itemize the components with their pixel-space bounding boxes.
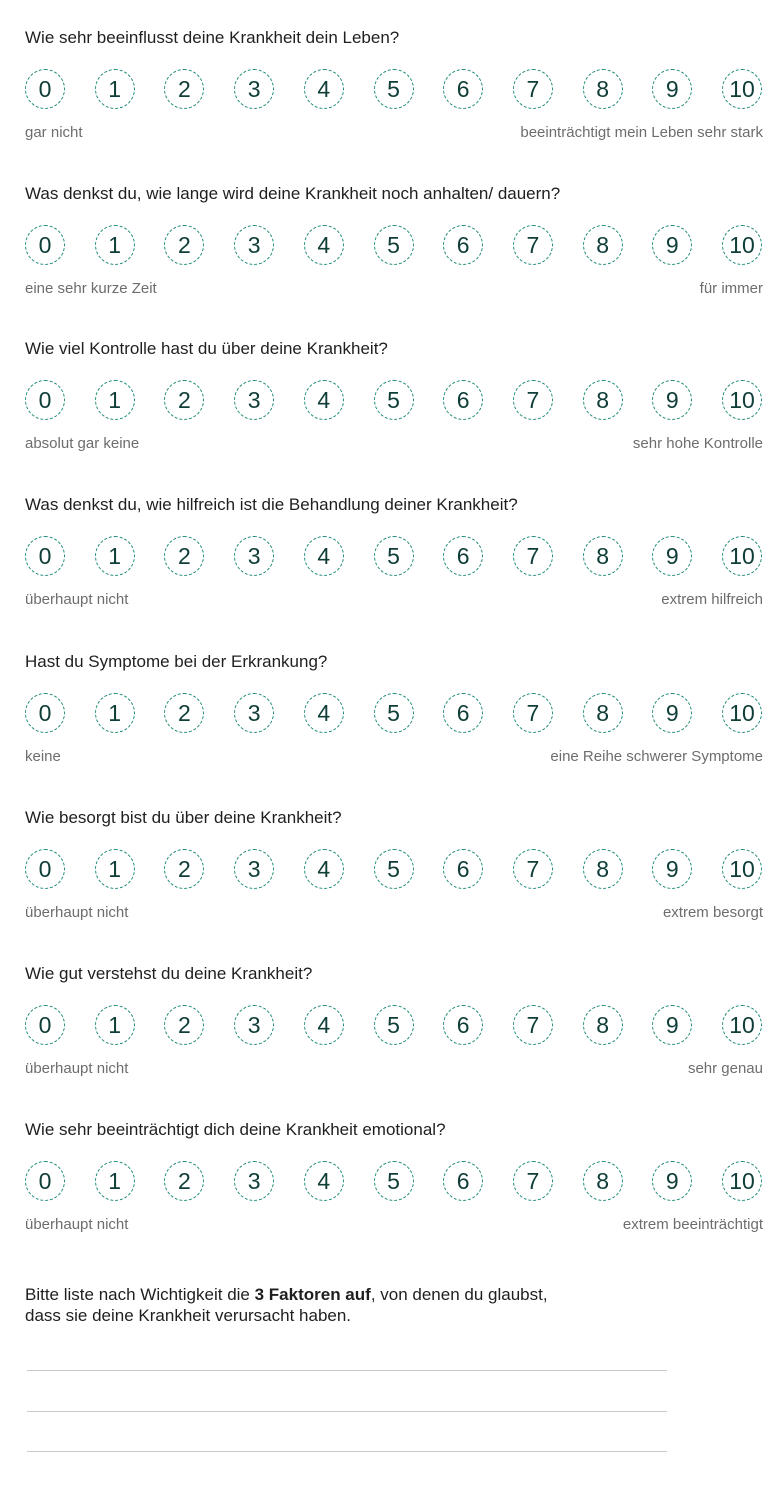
rating-option-10[interactable]: 10 — [722, 693, 762, 733]
rating-option-7[interactable]: 7 — [513, 380, 553, 420]
rating-option-0[interactable]: 0 — [25, 380, 65, 420]
rating-option-4[interactable]: 4 — [304, 69, 344, 109]
question-text: Wie gut verstehst du deine Krankheit? — [25, 964, 313, 983]
rating-option-9[interactable]: 9 — [652, 1005, 692, 1045]
rating-option-8[interactable]: 8 — [583, 536, 623, 576]
question-block — [0, 167, 781, 317]
rating-option-1[interactable]: 1 — [95, 1161, 135, 1201]
rating-scale — [25, 1005, 765, 1047]
rating-option-7[interactable]: 7 — [513, 693, 553, 733]
scale-max-label: eine Reihe schwerer Symptome — [550, 748, 763, 765]
rating-option-9[interactable]: 9 — [652, 849, 692, 889]
scale-max-label: sehr hohe Kontrolle — [632, 435, 763, 452]
rating-option-6[interactable]: 6 — [443, 849, 483, 889]
rating-option-9[interactable]: 9 — [652, 536, 692, 576]
rating-option-2[interactable]: 2 — [164, 849, 204, 889]
scale-min-label: absolut gar keine — [25, 435, 140, 452]
question-text: Hast du Symptome bei der Erkrankung? — [25, 652, 328, 671]
rating-option-6[interactable]: 6 — [443, 536, 483, 576]
rating-option-9[interactable]: 9 — [652, 69, 692, 109]
rating-option-2[interactable]: 2 — [164, 1005, 204, 1045]
rating-option-3[interactable]: 3 — [234, 536, 274, 576]
rating-option-3[interactable]: 3 — [234, 1161, 274, 1201]
rating-option-9[interactable]: 9 — [652, 1161, 692, 1201]
rating-option-7[interactable]: 7 — [513, 1161, 553, 1201]
rating-option-2[interactable]: 2 — [164, 69, 204, 109]
rating-option-4[interactable]: 4 — [304, 849, 344, 889]
question-block — [0, 791, 781, 941]
rating-option-10[interactable]: 10 — [722, 1161, 762, 1201]
rating-option-1[interactable]: 1 — [95, 69, 135, 109]
factors-prompt-prefix: Bitte liste nach Wichtigkeit die — [25, 1285, 255, 1304]
rating-option-3[interactable]: 3 — [234, 693, 274, 733]
rating-option-5[interactable]: 5 — [374, 69, 414, 109]
rating-option-1[interactable]: 1 — [95, 225, 135, 265]
question-text: Was denkst du, wie hilfreich ist die Behandlung deiner Krankheit? — [25, 495, 518, 514]
question-block — [0, 635, 781, 785]
rating-option-4[interactable]: 4 — [304, 225, 344, 265]
rating-option-10[interactable]: 10 — [722, 849, 762, 889]
question-text: Wie sehr beeinflusst deine Krankheit dein Leben? — [25, 28, 400, 47]
rating-option-6[interactable]: 6 — [443, 1005, 483, 1045]
question-block — [0, 11, 781, 161]
rating-option-0[interactable]: 0 — [25, 225, 65, 265]
rating-scale — [25, 849, 765, 891]
rating-option-7[interactable]: 7 — [513, 849, 553, 889]
rating-option-2[interactable]: 2 — [164, 1161, 204, 1201]
rating-option-3[interactable]: 3 — [234, 1005, 274, 1045]
rating-option-6[interactable]: 6 — [443, 380, 483, 420]
rating-option-5[interactable]: 5 — [374, 536, 414, 576]
rating-option-8[interactable]: 8 — [583, 849, 623, 889]
rating-option-0[interactable]: 0 — [25, 536, 65, 576]
rating-scale — [25, 536, 765, 578]
rating-option-6[interactable]: 6 — [443, 225, 483, 265]
scale-max-label: extrem hilfreich — [661, 591, 763, 608]
rating-option-0[interactable]: 0 — [25, 1005, 65, 1045]
scale-min-label: gar nicht — [25, 124, 83, 141]
rating-option-3[interactable]: 3 — [234, 225, 274, 265]
rating-option-8[interactable]: 8 — [583, 1005, 623, 1045]
rating-option-4[interactable]: 4 — [304, 1161, 344, 1201]
scale-min-label: überhaupt nicht — [25, 904, 129, 921]
rating-option-8[interactable]: 8 — [583, 225, 623, 265]
rating-option-9[interactable]: 9 — [652, 225, 692, 265]
rating-option-6[interactable]: 6 — [443, 1161, 483, 1201]
question-block — [0, 1103, 781, 1253]
rating-option-5[interactable]: 5 — [374, 380, 414, 420]
rating-option-10[interactable]: 10 — [722, 69, 762, 109]
factors-prompt-suffix: , von denen du glaubst, — [370, 1285, 548, 1304]
rating-option-8[interactable]: 8 — [583, 69, 623, 109]
rating-option-4[interactable]: 4 — [304, 1005, 344, 1045]
rating-option-0[interactable]: 0 — [25, 693, 65, 733]
rating-option-5[interactable]: 5 — [374, 693, 414, 733]
question-text: Wie viel Kontrolle hast du über deine Krankheit? — [25, 339, 388, 358]
question-text: Wie besorgt bist du über deine Krankheit? — [25, 808, 342, 827]
scale-max-label: extrem beeinträchtigt — [622, 1216, 763, 1233]
rating-option-4[interactable]: 4 — [304, 693, 344, 733]
question-block — [0, 478, 781, 628]
scale-min-label: eine sehr kurze Zeit — [25, 280, 157, 297]
scale-min-label: überhaupt nicht — [25, 591, 129, 608]
rating-option-7[interactable]: 7 — [513, 69, 553, 109]
rating-option-1[interactable]: 1 — [95, 693, 135, 733]
scale-max-label: sehr genau — [687, 1060, 763, 1077]
rating-option-8[interactable]: 8 — [583, 1161, 623, 1201]
rating-option-5[interactable]: 5 — [374, 849, 414, 889]
rating-option-0[interactable]: 0 — [25, 69, 65, 109]
rating-scale — [25, 1161, 765, 1203]
rating-option-3[interactable]: 3 — [234, 380, 274, 420]
factors-prompt — [25, 1284, 548, 1326]
rating-option-2[interactable]: 2 — [164, 693, 204, 733]
factors-prompt-bold: 3 Faktoren auf — [254, 1285, 371, 1304]
factors-prompt-line2: dass sie deine Krankheit verursacht haben. — [25, 1306, 352, 1325]
rating-scale — [25, 693, 765, 735]
rating-option-1[interactable]: 1 — [95, 1005, 135, 1045]
rating-option-10[interactable]: 10 — [722, 536, 762, 576]
rating-option-5[interactable]: 5 — [374, 225, 414, 265]
rating-scale — [25, 380, 765, 422]
rating-option-10[interactable]: 10 — [722, 1005, 762, 1045]
rating-option-1[interactable]: 1 — [95, 380, 135, 420]
rating-option-7[interactable]: 7 — [513, 225, 553, 265]
rating-option-7[interactable]: 7 — [513, 1005, 553, 1045]
scale-min-label: keine — [25, 748, 61, 765]
rating-option-2[interactable]: 2 — [164, 225, 204, 265]
rating-option-1[interactable]: 1 — [95, 849, 135, 889]
rating-option-10[interactable]: 10 — [722, 380, 762, 420]
rating-option-0[interactable]: 0 — [25, 849, 65, 889]
rating-option-9[interactable]: 9 — [652, 693, 692, 733]
rating-option-4[interactable]: 4 — [304, 380, 344, 420]
rating-option-1[interactable]: 1 — [95, 536, 135, 576]
question-block — [0, 322, 781, 472]
factor-2-input[interactable] — [27, 1389, 667, 1412]
rating-option-3[interactable]: 3 — [234, 69, 274, 109]
rating-option-8[interactable]: 8 — [583, 380, 623, 420]
question-text: Was denkst du, wie lange wird deine Krankheit noch anhalten/ dauern? — [25, 184, 561, 203]
rating-scale — [25, 69, 765, 111]
factor-1-input[interactable] — [27, 1348, 667, 1371]
scale-min-label: überhaupt nicht — [25, 1060, 129, 1077]
rating-option-6[interactable]: 6 — [443, 69, 483, 109]
rating-option-0[interactable]: 0 — [25, 1161, 65, 1201]
rating-option-7[interactable]: 7 — [513, 536, 553, 576]
rating-option-6[interactable]: 6 — [443, 693, 483, 733]
rating-option-2[interactable]: 2 — [164, 380, 204, 420]
rating-option-4[interactable]: 4 — [304, 536, 344, 576]
rating-option-9[interactable]: 9 — [652, 380, 692, 420]
rating-option-8[interactable]: 8 — [583, 693, 623, 733]
scale-max-label: für immer — [699, 280, 763, 297]
rating-option-10[interactable]: 10 — [722, 225, 762, 265]
rating-option-5[interactable]: 5 — [374, 1005, 414, 1045]
rating-option-5[interactable]: 5 — [374, 1161, 414, 1201]
rating-scale — [25, 225, 765, 267]
rating-option-2[interactable]: 2 — [164, 536, 204, 576]
factors-section — [0, 1280, 781, 1480]
rating-option-3[interactable]: 3 — [234, 849, 274, 889]
factor-3-input[interactable] — [27, 1429, 667, 1452]
question-block — [0, 947, 781, 1097]
scale-max-label: beeinträchtigt mein Leben sehr stark — [520, 124, 763, 141]
scale-min-label: überhaupt nicht — [25, 1216, 129, 1233]
scale-max-label: extrem besorgt — [662, 904, 763, 921]
question-text: Wie sehr beeinträchtigt dich deine Krankheit emotional? — [25, 1120, 446, 1139]
